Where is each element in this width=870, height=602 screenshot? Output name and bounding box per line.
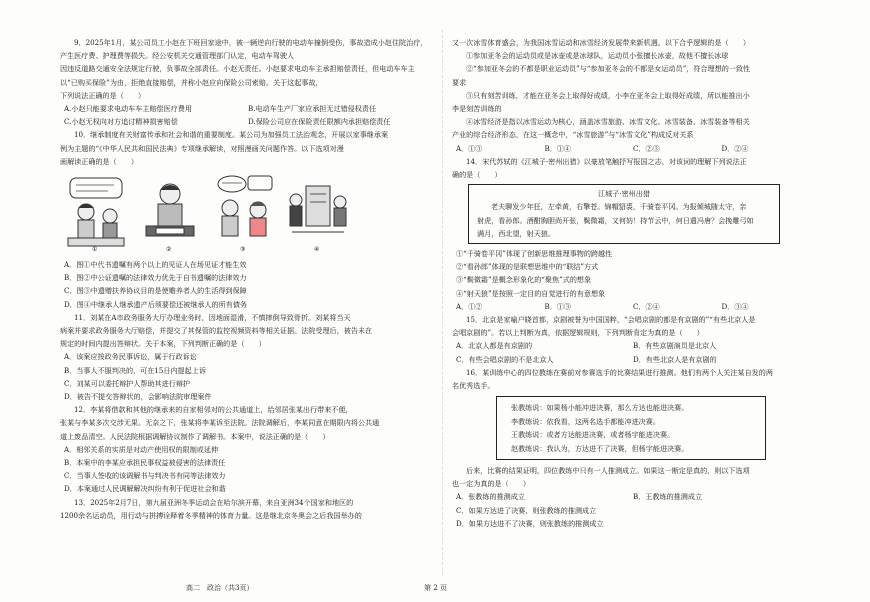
question-12 <box>60 403 432 495</box>
q9-option-c: C.小赵无权向对方追讨精神损害赔偿 <box>64 117 178 127</box>
poem-line: 满月，西北望，射天狼。 <box>477 228 556 238</box>
q16-line: 也一定为真的是（ ） <box>452 479 531 489</box>
q9-option-d: D.保险公司应在保险责任限额内承担赔偿责任 <box>248 117 391 127</box>
q10-option-d: D．图④中继承人继承遗产后须要偿还被继承人的所有债务 <box>64 299 248 309</box>
q11-option-d: D．被告不提交答辩状的，会影响法院审理案件 <box>64 392 212 402</box>
coach-dialog-box <box>496 396 766 460</box>
question-9 <box>60 36 432 128</box>
dialog-line: 赵教练说：我认为，方达进不了决赛，但杨宇能进决赛。 <box>511 443 689 453</box>
question-14 <box>452 155 810 313</box>
footer-left: 高二 政治（共3页） <box>186 584 254 592</box>
q15-option-a: A．北京人都是有京剧的 <box>456 341 533 351</box>
question-16 <box>452 366 810 530</box>
q12-option-b: B．本案中的李某应承担民事权益被侵害的法律责任 <box>64 458 226 468</box>
q13-option-a: A．①③ <box>456 143 483 153</box>
poem-line: 射虎，看孙郎。酒酣胸胆尚开张，鬓微霜，又何妨！持节云中，何日遣冯唐？会挽雕弓如 <box>477 215 754 225</box>
q14-option-c: C．②④ <box>633 301 660 311</box>
question-15 <box>452 313 810 366</box>
q15-line: 会唱京剧的”。若以上判断为真，依据逻辑规则，下列判断肯定为真的是（ ） <box>452 328 704 338</box>
q9-option-b: B.电动车生产厂家应承担无过错侵权责任 <box>248 104 377 114</box>
q16-line: 后来，比赛的结果证明，四位教练中只有一人推测成立。如果这一断定是真的，则以下选项 <box>466 465 750 475</box>
q15-line: 15．北京是家喻户晓首都，京剧被誉为中国国粹，“会唱京剧的都是有京剧的”“有些北京人是 <box>466 315 756 325</box>
q13-item: 产业的综合经济形态，在这一概念中，“冰雪旅游”与“冰雪文化”构成反对关系 <box>452 130 694 140</box>
dialog-line: 王教练说：或者方达能进决赛，或者杨宇能进决赛。 <box>511 430 675 440</box>
cartoon-3-image <box>212 172 276 252</box>
right-column <box>452 36 810 530</box>
left-column <box>60 36 432 522</box>
question-10 <box>60 128 432 310</box>
q13-line: 13．2025年2月7日，第九届亚洲冬季运动会在哈尔滨开幕，来自亚洲34个国家和地区的 <box>74 497 354 507</box>
q12-option-d: D．本案通过人民调解解决纠纷有利于促进社会和谐 <box>64 484 226 494</box>
q12-line: 张某与李某多次交涉无果。无奈之下，张某将李某诉至法院。法院调解后，李某同意在期限内将公共通 <box>60 418 380 428</box>
column-divider <box>442 30 443 575</box>
q14-option-b: B．①③ <box>544 301 571 311</box>
q11-line: 规定的时间内提出答辩状。关于本案，下列判断正确的是（ ） <box>60 339 266 349</box>
q11-option-c: C．刘某可以委托辩护人帮助其进行辩护 <box>64 378 191 388</box>
q10-option-c: C．图③中遗赠扶养协议目的是使赡养者人的生活得到保障 <box>64 286 247 296</box>
cartoon-1-caption: ① <box>92 246 98 253</box>
q14-line: 14．宋代苏轼的《江城子·密州出猎》以豪放笔触抒写报国之志，对该词的理解下列说法正 <box>466 156 747 166</box>
q11-line: 病案并要求政务服务大厅赔偿，并提交了其保管的监控视频资料等相关证据。法院受理后，被告未在 <box>60 326 373 336</box>
cartoon-row <box>64 172 432 254</box>
q16-option-a: A．张教练的推测成立 <box>456 492 525 502</box>
q16-option-c: C．如果方达进了决赛，则张教练的推测成立 <box>456 505 597 515</box>
cartoon-1-image <box>64 172 128 252</box>
q13-item: 要求 <box>452 77 467 87</box>
q10-line: 例为主题的“《中华人民共和国民法典》专项继承解读，对照漫画关问题作答。以下选项对漫 <box>60 143 344 153</box>
question-13-continued <box>452 36 810 155</box>
cartoon-2-image <box>138 172 202 252</box>
q9-line: 因违反道路交通安全法规定行驶，负事故全部责任。小赵无责任。小赵要求电动车主承担赔偿责任，但电动车车主以“已购买保险”为由，拒绝直接赔偿，并称小赵应向保险公司索赔。关于这起事故， <box>60 64 415 87</box>
q10-line: 画解读正确的是（ ） <box>60 156 139 166</box>
cartoon-2-caption: ② <box>166 246 172 253</box>
q12-option-c: C．当事人签收的该调解书与判决书有同等法律效力 <box>64 471 226 481</box>
q16-option-d: D．如果方达进不了决赛，则张教练的推测成立 <box>456 518 604 528</box>
page-number: 第 2 页 <box>424 584 447 592</box>
cartoon-3-caption: ③ <box>240 246 246 253</box>
q13-option-d: D．②④ <box>721 143 749 153</box>
cartoon-4-caption: ④ <box>314 246 320 253</box>
q13-option-b: B．①④ <box>544 143 571 153</box>
question-11 <box>60 311 432 403</box>
q13-item: 李是刻苦训练的 <box>452 104 502 114</box>
q13-line: 又一次冰雪体育盛会，为我国冰雪运动和冰雪经济发展带来新机遇。以下合乎逻辑的是（ ） <box>452 38 750 47</box>
poem-box <box>468 184 780 244</box>
q9-line: 下列说法正确的是（ ） <box>60 90 146 100</box>
q9-line: 9．2025年1月，某公司员工小赵在下班回家途中，被一辆逆向行驶的电动车撞倒受伤，事故造成小赵住院治疗，产生医疗费、护理费等损失。经公安机关交通管理部门认定，电动车驾驶人 <box>60 38 428 61</box>
poem-line: 老夫聊发少年狂，左牵黄，右擎苍。锦帽貂裘，千骑卷平冈。为报倾城随太守，亲 <box>491 202 747 212</box>
q16-line: 16．某训练中心的四位教练在赛前对参赛选手的比赛结果进行推测。他们有两个人关注某自发的两 <box>466 367 773 377</box>
q14-item: ④“射天狼”是按照一定目的自觉进行的有意想象 <box>456 288 606 298</box>
q13-item: ③只有刻苦训练，才能在亚冬会上取得好成绩，小李在亚冬会上取得好成绩，所以能推出小 <box>466 90 750 100</box>
q12-line: 12．李某将借款和其他的继承来的自家相邻对的公共通道上，给邻居张某出行带来不便， <box>74 405 353 415</box>
q13-option-c: C．②③ <box>633 143 660 153</box>
q15-option-c: C．有些会唱京剧的不是北京人 <box>456 354 554 364</box>
q13-line: 1200余名运动员，用行动与拼搏诠释着冬季精神的体育力量。这是继北京冬奥会之后我国举办的 <box>60 510 362 520</box>
q12-line: 道上废品清空。人民法院根据调解协议制作了调解书。本案中，说法正确的是（ ） <box>60 431 330 441</box>
q14-line: 确的是（ ） <box>452 170 502 180</box>
q10-option-b: B．图②中公证遗嘱的法律效力优先于自书遗嘱的法律效力 <box>64 273 247 283</box>
q15-option-d: D．有些北京人是有京剧的 <box>633 354 717 364</box>
q10-line: 10．继承制度有关财富传承和社会和谐的重要制度。某公司为加强员工法治观念，开展以家事继承案 <box>74 130 389 140</box>
q11-line: 11．刘某在A市政务服务大厅办理业务时，因地面湿滑，不慎摔倒导致骨折。刘某将当天 <box>74 312 351 322</box>
q11-option-a: A．该案应按政务民事诉讼，属于行政诉讼 <box>64 352 197 362</box>
q14-item: ③“鬓微霜”是概念形象化的“聚焦”式的想象 <box>456 275 592 285</box>
q9-option-a: A.小赵只能要求电动车车主赔偿医疗费用 <box>64 104 192 114</box>
q16-line: 名优秀选手。 <box>452 381 495 391</box>
dialog-line: 李教练说：依我看，这两名选手都能冲进决赛。 <box>511 416 660 426</box>
q12-option-a: A．相邻关系的实质是对动产使用权的限制或延伸 <box>64 444 219 454</box>
q15-option-b: B．有些京剧演员是北京人 <box>633 341 717 351</box>
q14-item: ①“千骑卷平冈”体现了创新思维推理事物的跨越性 <box>456 249 613 259</box>
q14-option-a: A．①② <box>456 301 483 311</box>
q13-item: ②“参加亚冬会的不都是职业运动员”与“参加亚冬会的不都是女运动员”，符合理想的一致性 <box>466 64 751 74</box>
cartoon-4-image <box>286 172 350 252</box>
dialog-line: 张教练说：如果杨小能冲进决赛，那么方达也能进决赛。 <box>511 403 689 413</box>
q13-item: ④冰雪经济是指以冰雪运动为核心，涵盖冰雪旅游、冰雪文化、冰雪装备、冰雪装备等相关 <box>466 117 750 127</box>
q13-item: ①参加亚冬会的运动员或是冰壶或是冰球队，运动员小张擅长冰壶，故他不擅长冰球 <box>466 51 729 61</box>
q14-item: ②“看孙郎”体现的是联想思维中的“联结”方式 <box>456 262 599 272</box>
q10-option-a: A．图①中代书遗嘱有两个以上的见证人在场见证才能生效 <box>64 260 247 270</box>
q14-option-d: D．③④ <box>721 301 749 311</box>
q11-option-b: B．当事人不服判决的，可在15日内提起上诉 <box>64 365 206 375</box>
q16-option-b: B．王教练的推测成立 <box>633 492 703 502</box>
poem-title: 江城子·密州出猎 <box>598 189 650 199</box>
question-13 <box>60 496 432 522</box>
